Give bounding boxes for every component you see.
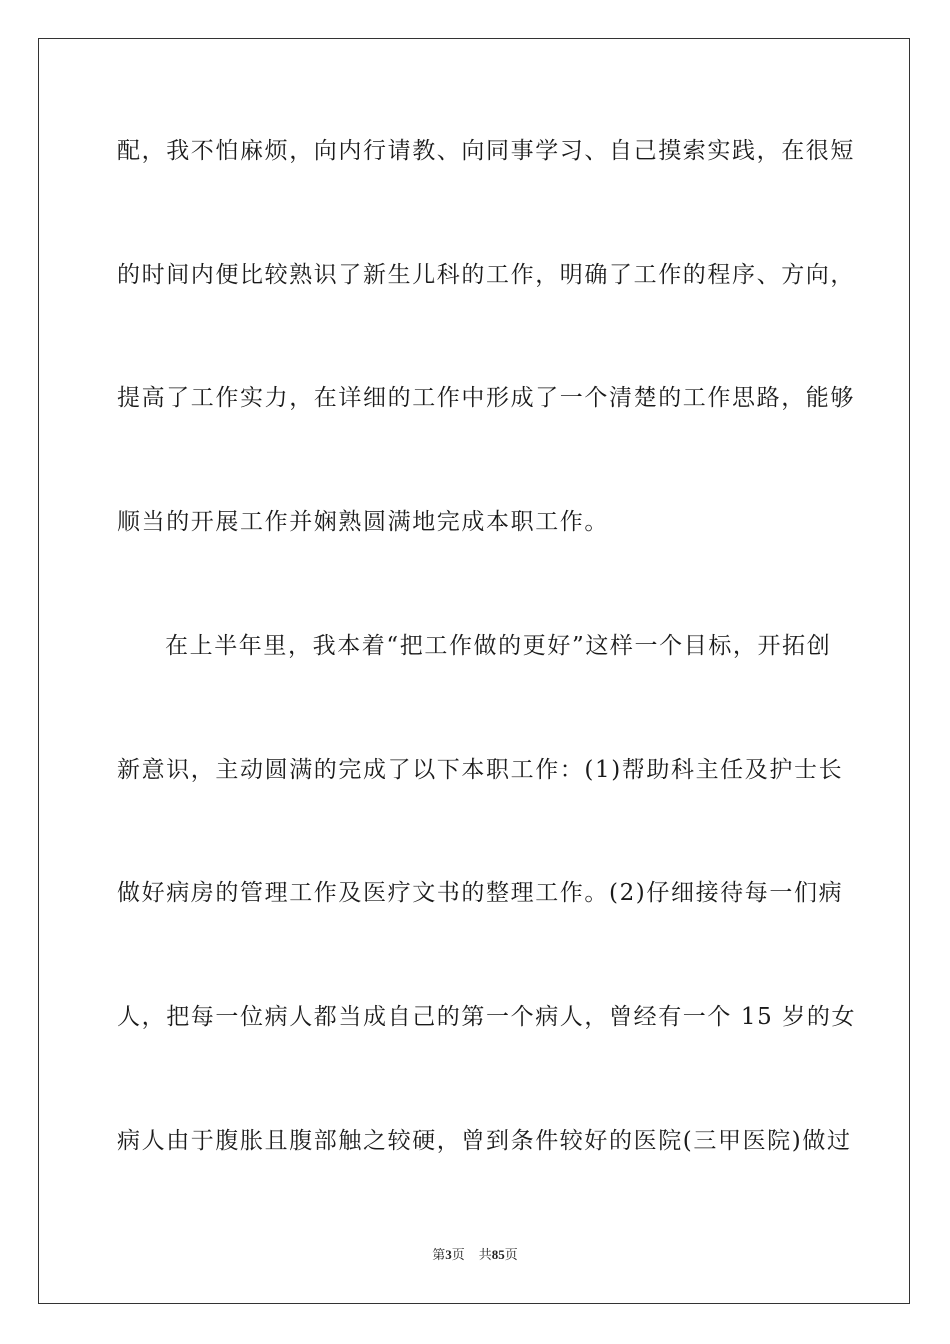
page-number: 3 [445,1247,452,1262]
body-line-7: 做好病房的管理工作及医疗文书的整理工作。(2)仔细接待每一们病 [117,880,844,906]
body-line-8: 人，把每一位病人都当成自己的第一个病人，曾经有一个 15 岁的女 [117,1004,857,1030]
body-line-3: 提高了工作实力，在详细的工作中形成了一个清楚的工作思路，能够 [117,385,855,411]
page-suffix: 页 [451,1247,465,1262]
body-line-2: 的时间内便比较熟识了新生儿科的工作，明确了工作的程序、方向， [117,262,855,288]
total-prefix: 共 [478,1247,492,1262]
page-border [38,38,910,1304]
page-prefix: 第 [432,1247,446,1262]
total-pages: 85 [491,1247,505,1262]
body-line-5: 在上半年里，我本着“把工作做的更好”这样一个目标，开拓创 [165,633,832,659]
body-line-1: 配，我不怕麻烦，向内行请教、向同事学习、自己摸索实践，在很短 [117,138,855,164]
body-line-6: 新意识，主动圆满的完成了以下本职工作：(1)帮助科主任及护士长 [117,757,844,783]
page-footer [0,1247,950,1263]
body-line-9: 病人由于腹胀且腹部触之较硬，曾到条件较好的医院(三甲医院)做过 [117,1128,852,1154]
total-suffix: 页 [504,1247,518,1262]
body-line-4: 顺当的开展工作并娴熟圆满地完成本职工作。 [117,509,609,535]
